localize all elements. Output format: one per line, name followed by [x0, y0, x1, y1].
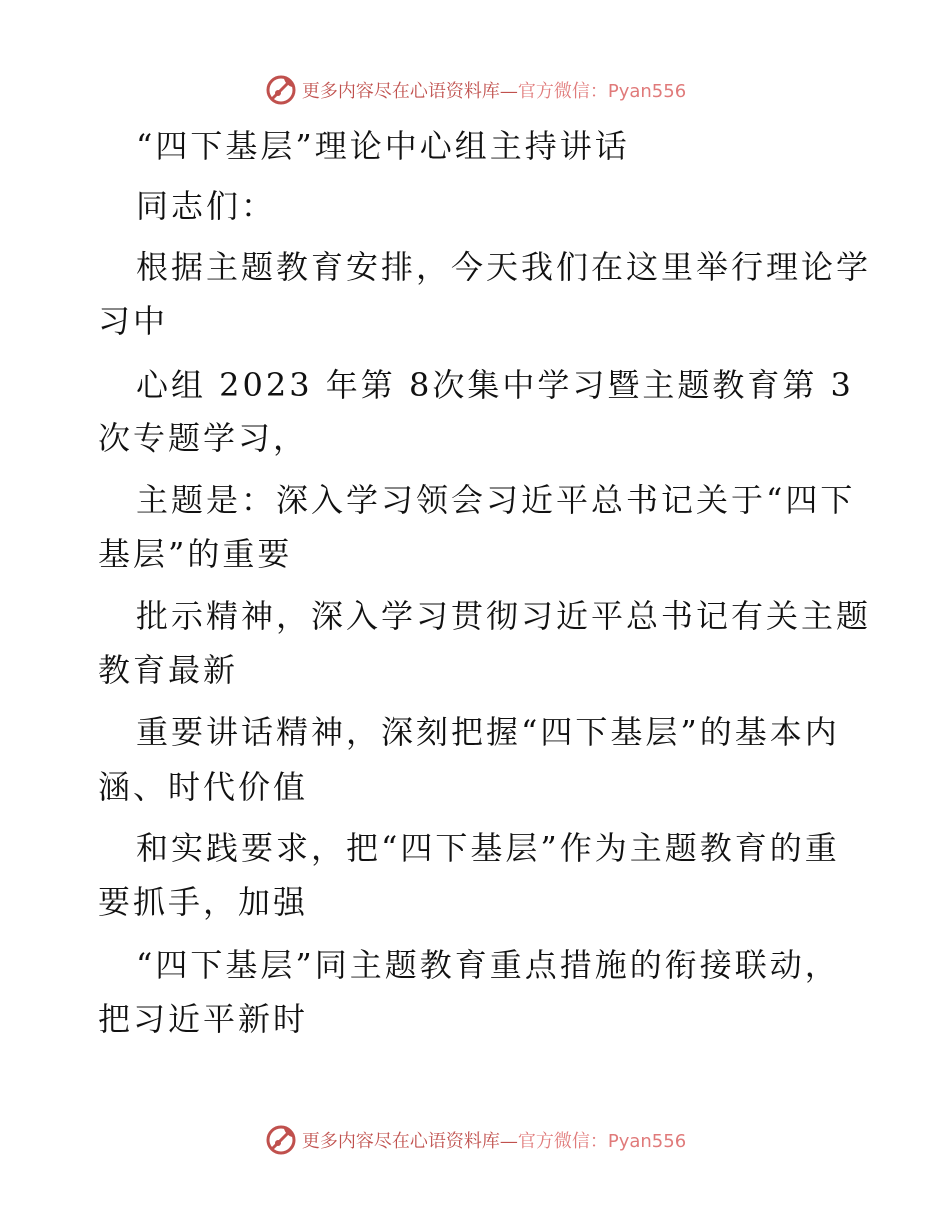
paragraph-line: 要抓手，加强: [98, 883, 309, 921]
document-title: “四下基层”理论中心组主持讲话: [136, 127, 630, 165]
paragraph-line: 批示精神，深入学习贯彻习近平总书记有关主题: [136, 597, 872, 635]
paragraph-line: 涵、时代价值: [98, 768, 309, 806]
banner-sub-text: 官方微信：Pyan556: [517, 1131, 687, 1152]
banner-main-text: 更多内容尽在心语资料库—: [301, 81, 518, 102]
footer-banner: [0, 1120, 950, 1160]
paragraph-line: 习中: [98, 302, 169, 340]
paragraph-line: 主题是：深入学习领会习近平总书记关于“四下: [136, 481, 856, 519]
paragraph-line: 和实践要求，把“四下基层”作为主题教育的重: [136, 829, 840, 867]
paragraph-line: 教育最新: [98, 651, 239, 689]
banner-main-text: 更多内容尽在心语资料库—: [301, 1131, 518, 1152]
header-banner: [0, 70, 950, 110]
paragraph-line: 心组 2023 年第 8次集中学习暨主题教育第 3: [136, 366, 854, 404]
banner-sub-text: 官方微信：Pyan556: [517, 81, 687, 102]
paragraph-line: “四下基层”同主题教育重点措施的衔接联动，: [136, 946, 840, 984]
paragraph-line: 把习近平新时: [98, 1000, 309, 1038]
paragraph-line: 根据主题教育安排，今天我们在这里举行理论学: [136, 248, 872, 286]
quill-logo-icon: [264, 1123, 298, 1157]
paragraph-line: 次专题学习，: [98, 419, 309, 457]
paragraph-line: 重要讲话精神，深刻把握“四下基层”的基本内: [136, 713, 840, 751]
paragraph-line: 基层”的重要: [98, 535, 293, 573]
quill-logo-icon: [264, 73, 298, 107]
salutation: 同志们：: [136, 187, 277, 225]
